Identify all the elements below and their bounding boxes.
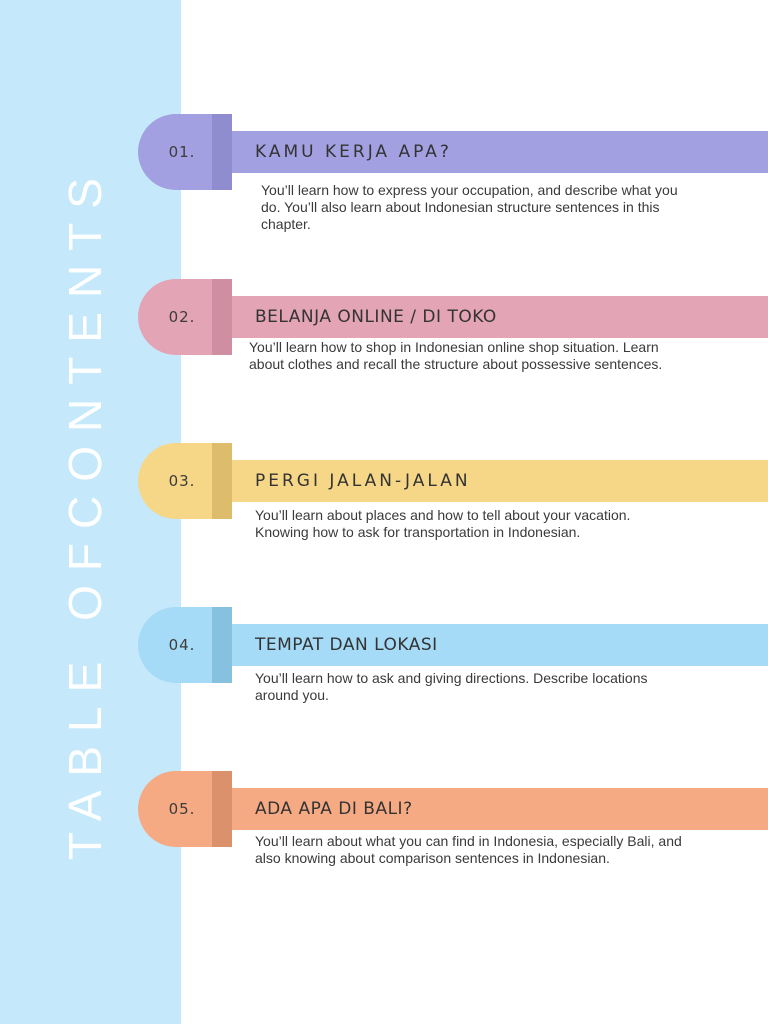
chapter-number: 04. — [168, 636, 196, 654]
chapter-number: 03. — [168, 472, 196, 490]
chapter-number: 01. — [168, 143, 196, 161]
chapter-description: You’ll learn about places and how to tell about your vacation. Knowing how to ask for transportation in Indonesian. — [255, 507, 631, 540]
chapter-description: You’ll learn how to express your occupation, and describe what you do. You’ll also learn about Indonesian structure sentences in this chapter. — [261, 182, 678, 232]
chapter-title[interactable]: KAMU KERJA APA? — [255, 142, 452, 162]
chapter-entry-01[interactable] — [0, 114, 768, 244]
page-title-text: TABLE OFCONTENTS — [59, 164, 112, 860]
chapter-number: 02. — [168, 308, 196, 326]
chapter-entry-04[interactable] — [0, 607, 768, 737]
chapter-description: You’ll learn how to ask and giving directions. Describe locations around you. — [255, 670, 648, 703]
chapter-entry-05[interactable] — [0, 771, 768, 901]
chapter-number: 05. — [168, 800, 196, 818]
chapter-description: You’ll learn how to shop in Indonesian online shop situation. Learn about clothes and recall the structure about possessive sentences. — [249, 339, 663, 372]
chapter-entry-03[interactable] — [0, 443, 768, 573]
chapter-title[interactable]: TEMPAT DAN LOKASI — [255, 635, 438, 655]
chapter-title[interactable]: PERGI JALAN-JALAN — [255, 471, 471, 491]
chapter-title[interactable]: ADA APA DI BALI? — [255, 799, 413, 819]
chapter-description: You’ll learn about what you can find in Indonesia, especially Bali, and also knowing about comparison sentences in Indonesian. — [255, 833, 682, 866]
chapter-title[interactable]: BELANJA ONLINE / DI TOKO — [255, 307, 497, 327]
chapter-entry-02[interactable] — [0, 279, 768, 409]
